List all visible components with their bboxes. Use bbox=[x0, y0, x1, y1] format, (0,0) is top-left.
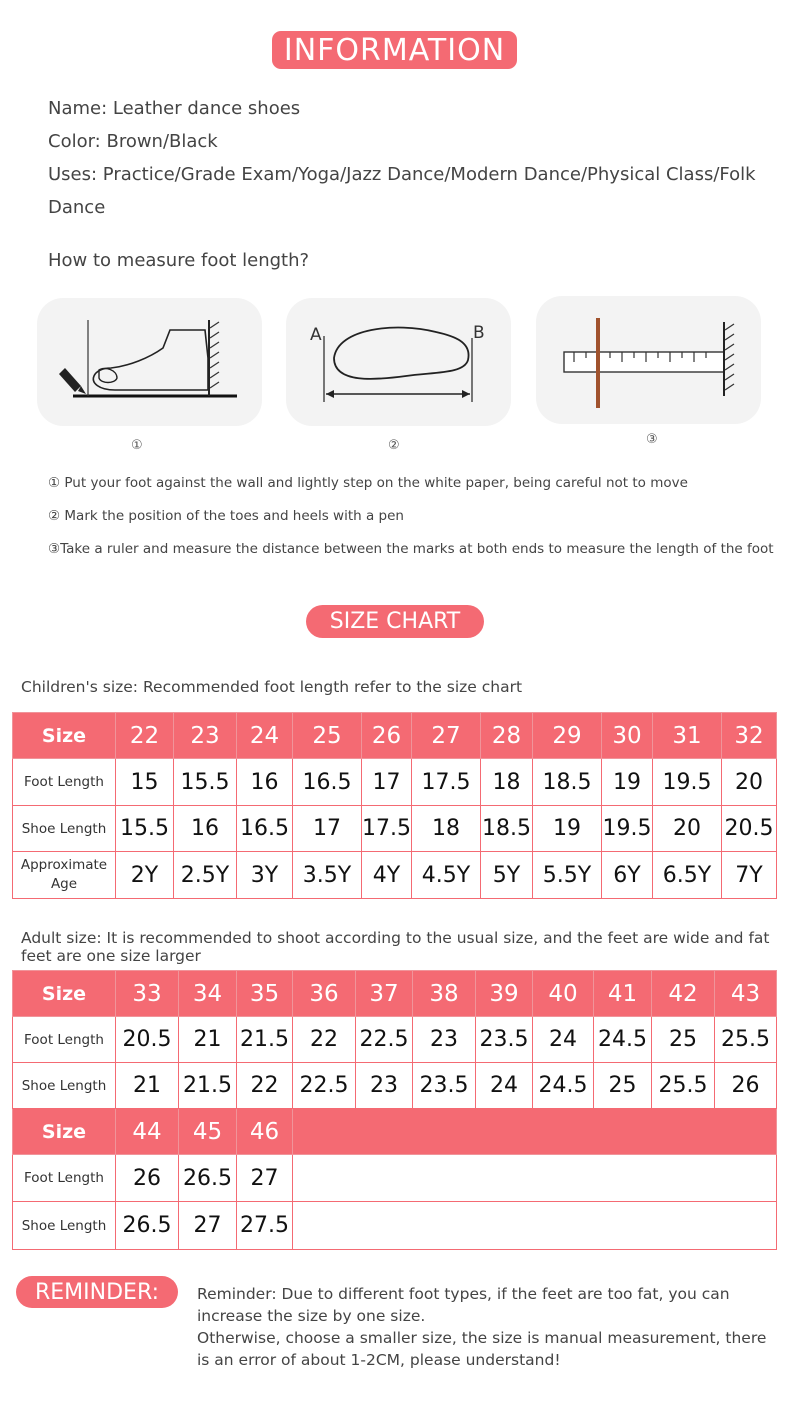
reminder-line-2: Otherwise, choose a smaller size, the size is manual measurement, there is an error of about 1-2CM, please understand! bbox=[197, 1329, 767, 1369]
foot-length-cell: 15 bbox=[116, 759, 174, 806]
shoe-length-label: Shoe Length bbox=[13, 1202, 116, 1250]
step-3-number: ③ bbox=[646, 432, 658, 447]
adult-shoe-length-row-2 bbox=[13, 1202, 777, 1250]
foot-length-cell: 21.5 bbox=[237, 1017, 293, 1063]
approximate-age-label bbox=[13, 852, 116, 899]
illustration-step-1 bbox=[37, 298, 262, 426]
shoe-length-cell: 25 bbox=[594, 1063, 652, 1109]
size-cell: 33 bbox=[116, 971, 179, 1017]
foot-length-cell: 20.5 bbox=[116, 1017, 179, 1063]
shoe-length-label: Shoe Length bbox=[13, 806, 116, 852]
product-color: Color: Brown/Black bbox=[48, 131, 218, 152]
step-1-text: ① Put your foot against the wall and lightly step on the white paper, being careful not to move bbox=[48, 475, 688, 491]
empty-cell bbox=[293, 1202, 777, 1250]
measure-heading: How to measure foot length? bbox=[48, 250, 310, 271]
information-heading: INFORMATION bbox=[272, 31, 517, 69]
product-name: Name: Leather dance shoes bbox=[48, 98, 301, 119]
product-uses: Uses: Practice/Grade Exam/Yoga/Jazz Dance/Modern Dance/Physical Class/Folk bbox=[48, 164, 756, 185]
shoe-length-cell: 21 bbox=[116, 1063, 179, 1109]
empty-cell bbox=[293, 1155, 777, 1202]
shoe-length-cell: 18.5 bbox=[481, 806, 533, 852]
adult-size-table bbox=[12, 970, 777, 1250]
shoe-length-cell: 26.5 bbox=[116, 1202, 179, 1250]
approximate-age-label-line-2: Age bbox=[50, 876, 78, 892]
adult-foot-length-row bbox=[13, 1017, 777, 1063]
children-foot-length-row bbox=[13, 759, 777, 806]
age-cell: 5Y bbox=[481, 852, 533, 899]
shoe-length-cell: 27 bbox=[179, 1202, 237, 1250]
foot-length-cell: 26 bbox=[116, 1155, 179, 1202]
age-cell: 7Y bbox=[722, 852, 777, 899]
size-cell: 40 bbox=[533, 971, 594, 1017]
size-cell: 27 bbox=[412, 713, 481, 759]
age-cell: 4Y bbox=[362, 852, 412, 899]
age-cell: 2Y bbox=[116, 852, 174, 899]
step-3-text: ③Take a ruler and measure the distance between the marks at both ends to measure the length of the foot bbox=[48, 541, 774, 557]
size-cell: 37 bbox=[356, 971, 413, 1017]
foot-length-label: Foot Length bbox=[13, 759, 116, 806]
children-size-row bbox=[13, 713, 777, 759]
size-cell: 39 bbox=[476, 971, 533, 1017]
age-cell: 6Y bbox=[602, 852, 653, 899]
adult-size-row-2 bbox=[13, 1109, 777, 1155]
shoe-length-cell: 22.5 bbox=[293, 1063, 356, 1109]
reminder-text bbox=[197, 1283, 777, 1371]
size-label: Size bbox=[13, 1109, 116, 1155]
size-cell: 46 bbox=[237, 1109, 293, 1155]
shoe-length-cell: 26 bbox=[715, 1063, 777, 1109]
adult-shoe-length-row bbox=[13, 1063, 777, 1109]
shoe-length-cell: 25.5 bbox=[652, 1063, 715, 1109]
shoe-length-cell: 23 bbox=[356, 1063, 413, 1109]
step-2-number: ② bbox=[388, 438, 400, 453]
foot-length-cell: 25 bbox=[652, 1017, 715, 1063]
adult-foot-length-row-2 bbox=[13, 1155, 777, 1202]
product-uses-continued: Dance bbox=[48, 197, 106, 218]
shoe-length-cell: 16 bbox=[174, 806, 237, 852]
foot-length-cell: 16.5 bbox=[293, 759, 362, 806]
size-cell: 44 bbox=[116, 1109, 179, 1155]
foot-length-cell: 24.5 bbox=[594, 1017, 652, 1063]
foot-length-cell: 17.5 bbox=[412, 759, 481, 806]
size-cell: 28 bbox=[481, 713, 533, 759]
age-cell: 5.5Y bbox=[533, 852, 602, 899]
foot-length-cell: 27 bbox=[237, 1155, 293, 1202]
size-cell: 31 bbox=[653, 713, 722, 759]
foot-length-cell: 23.5 bbox=[476, 1017, 533, 1063]
foot-length-cell: 23 bbox=[413, 1017, 476, 1063]
shoe-length-cell: 24.5 bbox=[533, 1063, 594, 1109]
reminder-line-1: Reminder: Due to different foot types, if the feet are too fat, you can increase the size by one size. bbox=[197, 1285, 730, 1325]
point-a-label: A bbox=[310, 325, 322, 345]
age-cell: 3Y bbox=[237, 852, 293, 899]
size-cell: 43 bbox=[715, 971, 777, 1017]
adult-size-row bbox=[13, 971, 777, 1017]
shoe-length-cell: 18 bbox=[412, 806, 481, 852]
size-cell: 22 bbox=[116, 713, 174, 759]
shoe-length-cell: 19.5 bbox=[602, 806, 653, 852]
children-size-table bbox=[12, 712, 777, 899]
shoe-length-cell: 15.5 bbox=[116, 806, 174, 852]
size-cell: 41 bbox=[594, 971, 652, 1017]
children-shoe-length-row bbox=[13, 806, 777, 852]
children-size-note: Children's size: Recommended foot length refer to the size chart bbox=[21, 678, 523, 696]
size-cell: 26 bbox=[362, 713, 412, 759]
foot-length-cell: 26.5 bbox=[179, 1155, 237, 1202]
shoe-length-label: Shoe Length bbox=[13, 1063, 116, 1109]
foot-against-wall-icon bbox=[37, 298, 262, 426]
ruler-against-wall-icon bbox=[536, 296, 761, 424]
size-label: Size bbox=[13, 971, 116, 1017]
foot-length-cell: 22.5 bbox=[356, 1017, 413, 1063]
shoe-length-cell: 22 bbox=[237, 1063, 293, 1109]
size-cell: 38 bbox=[413, 971, 476, 1017]
age-cell: 2.5Y bbox=[174, 852, 237, 899]
shoe-length-cell: 17 bbox=[293, 806, 362, 852]
approximate-age-label-line-1: Approximate bbox=[20, 857, 108, 873]
shoe-length-cell: 27.5 bbox=[237, 1202, 293, 1250]
size-chart-heading: SIZE CHART bbox=[306, 605, 484, 638]
size-cell: 32 bbox=[722, 713, 777, 759]
foot-length-cell: 17 bbox=[362, 759, 412, 806]
step-2-text: ② Mark the position of the toes and heels with a pen bbox=[48, 508, 404, 524]
size-cell: 35 bbox=[237, 971, 293, 1017]
shoe-length-cell: 19 bbox=[533, 806, 602, 852]
age-cell: 4.5Y bbox=[412, 852, 481, 899]
shoe-length-cell: 24 bbox=[476, 1063, 533, 1109]
foot-length-cell: 25.5 bbox=[715, 1017, 777, 1063]
foot-length-label: Foot Length bbox=[13, 1155, 116, 1202]
foot-length-cell: 20 bbox=[722, 759, 777, 806]
foot-length-cell: 24 bbox=[533, 1017, 594, 1063]
foot-length-cell: 15.5 bbox=[174, 759, 237, 806]
foot-length-cell: 18 bbox=[481, 759, 533, 806]
empty-cell bbox=[293, 1109, 777, 1155]
foot-length-label: Foot Length bbox=[13, 1017, 116, 1063]
shoe-length-cell: 20 bbox=[653, 806, 722, 852]
size-cell: 24 bbox=[237, 713, 293, 759]
reminder-badge: REMINDER: bbox=[16, 1276, 178, 1308]
size-cell: 23 bbox=[174, 713, 237, 759]
size-cell: 29 bbox=[533, 713, 602, 759]
foot-length-cell: 16 bbox=[237, 759, 293, 806]
size-cell: 34 bbox=[179, 971, 237, 1017]
children-age-row bbox=[13, 852, 777, 899]
illustration-step-2 bbox=[286, 298, 511, 426]
size-cell: 25 bbox=[293, 713, 362, 759]
adult-size-note: Adult size: It is recommended to shoot according to the usual size, and the feet are wide and fat feet are one size larger bbox=[21, 929, 770, 965]
size-cell: 36 bbox=[293, 971, 356, 1017]
size-cell: 42 bbox=[652, 971, 715, 1017]
shoe-length-cell: 21.5 bbox=[179, 1063, 237, 1109]
age-cell: 6.5Y bbox=[653, 852, 722, 899]
point-b-label: B bbox=[473, 323, 485, 343]
shoe-length-cell: 23.5 bbox=[413, 1063, 476, 1109]
foot-length-cell: 19 bbox=[602, 759, 653, 806]
size-cell: 30 bbox=[602, 713, 653, 759]
size-cell: 45 bbox=[179, 1109, 237, 1155]
shoe-length-cell: 17.5 bbox=[362, 806, 412, 852]
foot-length-cell: 18.5 bbox=[533, 759, 602, 806]
age-cell: 3.5Y bbox=[293, 852, 362, 899]
footprint-a-b-icon bbox=[286, 298, 511, 426]
shoe-length-cell: 16.5 bbox=[237, 806, 293, 852]
shoe-length-cell: 20.5 bbox=[722, 806, 777, 852]
foot-length-cell: 21 bbox=[179, 1017, 237, 1063]
foot-length-cell: 19.5 bbox=[653, 759, 722, 806]
illustration-step-3 bbox=[536, 296, 761, 424]
foot-length-cell: 22 bbox=[293, 1017, 356, 1063]
size-label: Size bbox=[13, 713, 116, 759]
step-1-number: ① bbox=[131, 438, 143, 453]
